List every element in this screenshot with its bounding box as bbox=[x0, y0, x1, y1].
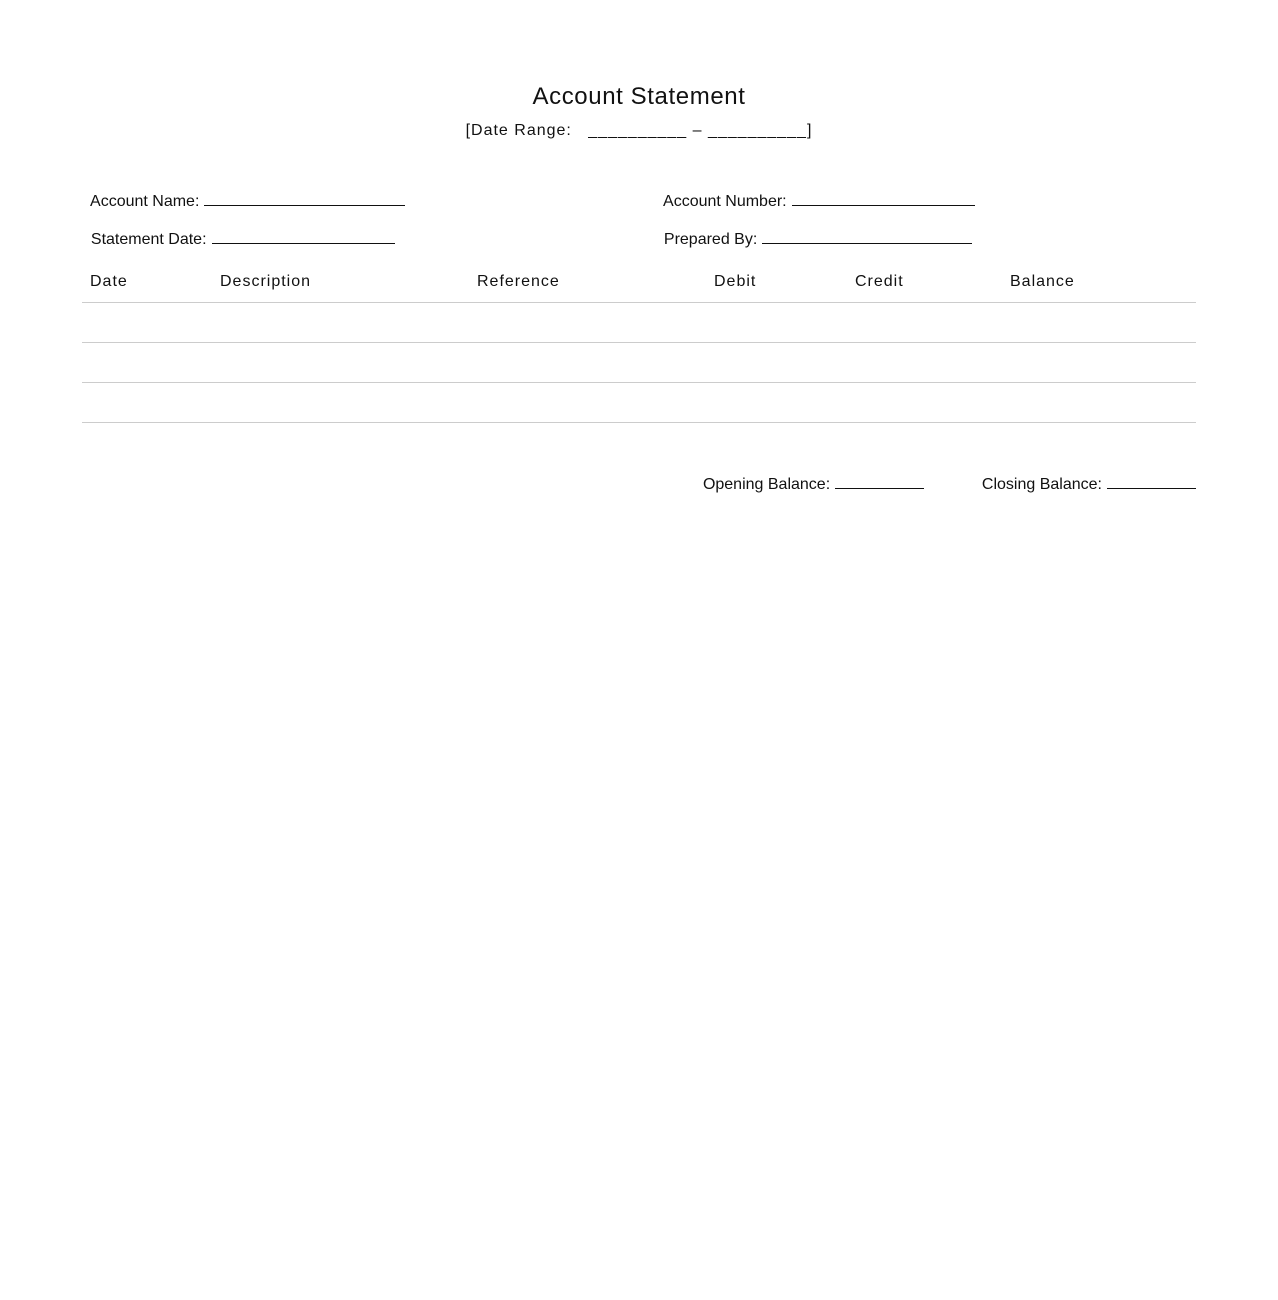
page-title: Account Statement bbox=[532, 83, 746, 110]
table-row bbox=[82, 343, 1196, 383]
column-header-balance: Balance bbox=[1010, 273, 1075, 290]
column-header-credit: Credit bbox=[855, 273, 904, 290]
prepared-by-blank[interactable] bbox=[762, 229, 972, 244]
statement-date-label: Statement Date: bbox=[90, 231, 207, 248]
account-number-label: Account Number: bbox=[663, 193, 787, 210]
prepared-by-label: Prepared By: bbox=[663, 231, 758, 248]
account-name-field bbox=[82, 171, 405, 212]
balance-summary bbox=[685, 454, 1196, 515]
date-range: [Date Range: __________ – __________] bbox=[465, 122, 813, 139]
account-number-blank[interactable] bbox=[792, 191, 975, 206]
closing-balance-blank[interactable] bbox=[1107, 474, 1196, 489]
column-header-debit: Debit bbox=[714, 273, 757, 290]
table-row bbox=[82, 383, 1196, 423]
account-name-label: Account Name: bbox=[90, 193, 200, 210]
closing-balance-field bbox=[964, 454, 1196, 515]
column-header-reference: Reference bbox=[477, 273, 560, 290]
prepared-by-field bbox=[655, 209, 972, 250]
table-row bbox=[82, 303, 1196, 343]
opening-balance-field bbox=[685, 454, 924, 515]
statement-date-blank[interactable] bbox=[212, 229, 395, 244]
opening-balance-label: Opening Balance: bbox=[702, 476, 831, 493]
opening-balance-blank[interactable] bbox=[835, 474, 924, 489]
column-header-date: Date bbox=[90, 273, 128, 290]
account-number-field bbox=[655, 171, 975, 212]
closing-balance-label: Closing Balance: bbox=[981, 476, 1102, 493]
account-name-blank[interactable] bbox=[204, 191, 405, 206]
column-header-description: Description bbox=[220, 273, 312, 290]
transactions-table bbox=[82, 262, 1196, 423]
statement-date-field bbox=[82, 209, 395, 250]
table-header bbox=[82, 262, 1196, 303]
